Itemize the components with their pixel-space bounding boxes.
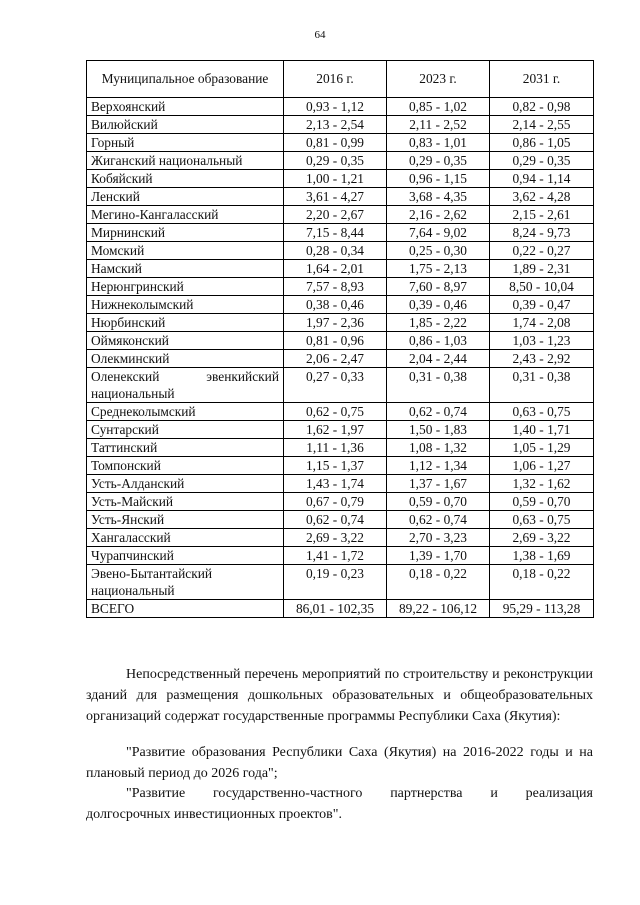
table-row	[87, 350, 594, 368]
value-2031: 3,62 - 4,28	[490, 188, 594, 206]
municipality-name: ВСЕГО	[87, 600, 284, 618]
municipality-name: Чурапчинский	[87, 547, 284, 565]
municipality-name: Оймяконский	[87, 332, 284, 350]
value-2031: 0,86 - 1,05	[490, 134, 594, 152]
program-quote-2-line2: долгосрочных инвестиционных проектов".	[86, 807, 342, 822]
value-2023: 3,68 - 4,35	[387, 188, 490, 206]
value-2016: 1,43 - 1,74	[284, 475, 387, 493]
table-row	[87, 457, 594, 475]
value-2016: 0,27 - 0,33	[284, 368, 387, 403]
municipality-name: Оленекский эвенкийский национальный	[87, 368, 284, 403]
value-2023: 1,37 - 1,67	[387, 475, 490, 493]
value-2031: 1,89 - 2,31	[490, 260, 594, 278]
value-2023: 0,85 - 1,02	[387, 98, 490, 116]
value-2016: 1,11 - 1,36	[284, 439, 387, 457]
value-2016: 7,15 - 8,44	[284, 224, 387, 242]
value-2031: 1,40 - 1,71	[490, 421, 594, 439]
municipality-name: Эвено-Бытантайский национальный	[87, 565, 284, 600]
value-2031: 1,32 - 1,62	[490, 475, 594, 493]
value-2031: 0,63 - 0,75	[490, 511, 594, 529]
quote2-word: и	[490, 786, 498, 801]
value-2031: 8,50 - 10,04	[490, 278, 594, 296]
municipality-name: Нерюнгринский	[87, 278, 284, 296]
table-row	[87, 511, 594, 529]
table-row	[87, 170, 594, 188]
table-row	[87, 224, 594, 242]
value-2031: 2,43 - 2,92	[490, 350, 594, 368]
municipality-name: Вилюйский	[87, 116, 284, 134]
value-2016: 1,97 - 2,36	[284, 314, 387, 332]
table-row	[87, 332, 594, 350]
table-row	[87, 529, 594, 547]
value-2031: 0,94 - 1,14	[490, 170, 594, 188]
table-row	[87, 242, 594, 260]
value-2031: 1,74 - 2,08	[490, 314, 594, 332]
municipality-name: Момский	[87, 242, 284, 260]
value-2023: 1,08 - 1,32	[387, 439, 490, 457]
value-2031: 0,82 - 0,98	[490, 98, 594, 116]
value-2031: 8,24 - 9,73	[490, 224, 594, 242]
table-row	[87, 493, 594, 511]
municipality-name: Кобяйский	[87, 170, 284, 188]
value-2023: 1,75 - 2,13	[387, 260, 490, 278]
quote2-word: государственно-частного	[212, 786, 363, 801]
table-row	[87, 134, 594, 152]
value-2023: 1,12 - 1,34	[387, 457, 490, 475]
table-row	[87, 206, 594, 224]
municipality-name: Нижнеколымский	[87, 296, 284, 314]
value-2031: 0,59 - 0,70	[490, 493, 594, 511]
value-2023: 0,25 - 0,30	[387, 242, 490, 260]
value-2023: 1,50 - 1,83	[387, 421, 490, 439]
value-2023: 0,39 - 0,46	[387, 296, 490, 314]
table-row	[87, 600, 594, 618]
municipality-name: Олекминский	[87, 350, 284, 368]
program-quote-1: "Развитие образования Республики Саха (Якутия) на 2016-2022 годы и на плановый период до 2026 года";	[86, 745, 593, 781]
municipality-name: Горный	[87, 134, 284, 152]
table-row	[87, 314, 594, 332]
quote2-word: "Развитие	[126, 786, 186, 801]
header-2031: 2031 г.	[490, 61, 594, 98]
header-2023: 2023 г.	[387, 61, 490, 98]
quote2-word: реализация	[525, 786, 593, 801]
table-row	[87, 188, 594, 206]
value-2023: 0,62 - 0,74	[387, 511, 490, 529]
value-2023: 2,16 - 2,62	[387, 206, 490, 224]
municipality-name: Мирнинский	[87, 224, 284, 242]
value-2023: 0,83 - 1,01	[387, 134, 490, 152]
value-2023: 1,39 - 1,70	[387, 547, 490, 565]
table-row	[87, 403, 594, 421]
value-2023: 0,29 - 0,35	[387, 152, 490, 170]
value-2023: 0,31 - 0,38	[387, 368, 490, 403]
value-2016: 2,13 - 2,54	[284, 116, 387, 134]
municipality-name: Жиганский национальный	[87, 152, 284, 170]
intro-paragraph: Непосредственный перечень мероприятий по строительству и реконструкции зданий для размещения дошкольных образовательных и общеобразовательных организаций содержат государственные программы Республики Саха (Якутия):	[86, 667, 593, 724]
municipality-name: Среднеколымский	[87, 403, 284, 421]
value-2031: 0,18 - 0,22	[490, 565, 594, 600]
value-2023: 1,85 - 2,22	[387, 314, 490, 332]
value-2023: 2,70 - 3,23	[387, 529, 490, 547]
value-2023: 0,62 - 0,74	[387, 403, 490, 421]
value-2023: 7,60 - 8,97	[387, 278, 490, 296]
table-row	[87, 116, 594, 134]
value-2031: 0,63 - 0,75	[490, 403, 594, 421]
table-row	[87, 260, 594, 278]
municipality-name: Намский	[87, 260, 284, 278]
value-2016: 0,93 - 1,12	[284, 98, 387, 116]
value-2031: 1,03 - 1,23	[490, 332, 594, 350]
table-row	[87, 439, 594, 457]
table-row	[87, 547, 594, 565]
value-2023: 0,18 - 0,22	[387, 565, 490, 600]
municipality-name: Таттинский	[87, 439, 284, 457]
value-2031: 1,05 - 1,29	[490, 439, 594, 457]
value-2031: 0,29 - 0,35	[490, 152, 594, 170]
value-2016: 0,81 - 0,99	[284, 134, 387, 152]
value-2031: 2,69 - 3,22	[490, 529, 594, 547]
table-row	[87, 98, 594, 116]
value-2016: 0,67 - 0,79	[284, 493, 387, 511]
municipality-name: Сунтарский	[87, 421, 284, 439]
value-2023: 2,11 - 2,52	[387, 116, 490, 134]
program-quote-2	[86, 783, 593, 825]
value-2031: 1,38 - 1,69	[490, 547, 594, 565]
value-2016: 0,81 - 0,96	[284, 332, 387, 350]
value-2016: 86,01 - 102,35	[284, 600, 387, 618]
value-2031: 0,31 - 0,38	[490, 368, 594, 403]
municipality-name: Мегино-Кангаласский	[87, 206, 284, 224]
municipality-name: Усть-Янский	[87, 511, 284, 529]
value-2016: 0,62 - 0,75	[284, 403, 387, 421]
value-2016: 1,00 - 1,21	[284, 170, 387, 188]
municipality-name: Томпонский	[87, 457, 284, 475]
table-row	[87, 565, 594, 600]
program-quote-2-line1	[86, 783, 593, 804]
value-2016: 2,06 - 2,47	[284, 350, 387, 368]
value-2031: 2,14 - 2,55	[490, 116, 594, 134]
table-row	[87, 475, 594, 493]
municipality-name: Ленский	[87, 188, 284, 206]
value-2023: 2,04 - 2,44	[387, 350, 490, 368]
value-2016: 7,57 - 8,93	[284, 278, 387, 296]
quote2-word: партнерства	[390, 786, 463, 801]
header-municipality: Муниципальное образование	[87, 61, 284, 98]
value-2016: 2,20 - 2,67	[284, 206, 387, 224]
table-row	[87, 368, 594, 403]
value-2023: 0,86 - 1,03	[387, 332, 490, 350]
municipality-name: Верхоянский	[87, 98, 284, 116]
header-2016: 2016 г.	[284, 61, 387, 98]
value-2016: 0,62 - 0,74	[284, 511, 387, 529]
table-body	[87, 98, 594, 618]
page-number: 64	[314, 29, 326, 41]
value-2016: 1,15 - 1,37	[284, 457, 387, 475]
value-2016: 1,41 - 1,72	[284, 547, 387, 565]
value-2016: 2,69 - 3,22	[284, 529, 387, 547]
value-2023: 89,22 - 106,12	[387, 600, 490, 618]
value-2031: 95,29 - 113,28	[490, 600, 594, 618]
value-2016: 0,28 - 0,34	[284, 242, 387, 260]
value-2031: 1,06 - 1,27	[490, 457, 594, 475]
table-row	[87, 421, 594, 439]
value-2023: 0,59 - 0,70	[387, 493, 490, 511]
value-2016: 1,62 - 1,97	[284, 421, 387, 439]
municipality-name: Усть-Майский	[87, 493, 284, 511]
value-2016: 3,61 - 4,27	[284, 188, 387, 206]
value-2023: 0,96 - 1,15	[387, 170, 490, 188]
value-2016: 0,19 - 0,23	[284, 565, 387, 600]
municipality-name: Нюрбинский	[87, 314, 284, 332]
value-2016: 0,29 - 0,35	[284, 152, 387, 170]
value-2016: 0,38 - 0,46	[284, 296, 387, 314]
value-2016: 1,64 - 2,01	[284, 260, 387, 278]
table-row	[87, 296, 594, 314]
municipality-name: Хангаласский	[87, 529, 284, 547]
table-header-row	[87, 61, 594, 98]
value-2031: 2,15 - 2,61	[490, 206, 594, 224]
table-row	[87, 152, 594, 170]
municipality-name: Усть-Алданский	[87, 475, 284, 493]
value-2031: 0,39 - 0,47	[490, 296, 594, 314]
value-2031: 0,22 - 0,27	[490, 242, 594, 260]
table-row	[87, 278, 594, 296]
municipal-table	[86, 60, 594, 618]
value-2023: 7,64 - 9,02	[387, 224, 490, 242]
